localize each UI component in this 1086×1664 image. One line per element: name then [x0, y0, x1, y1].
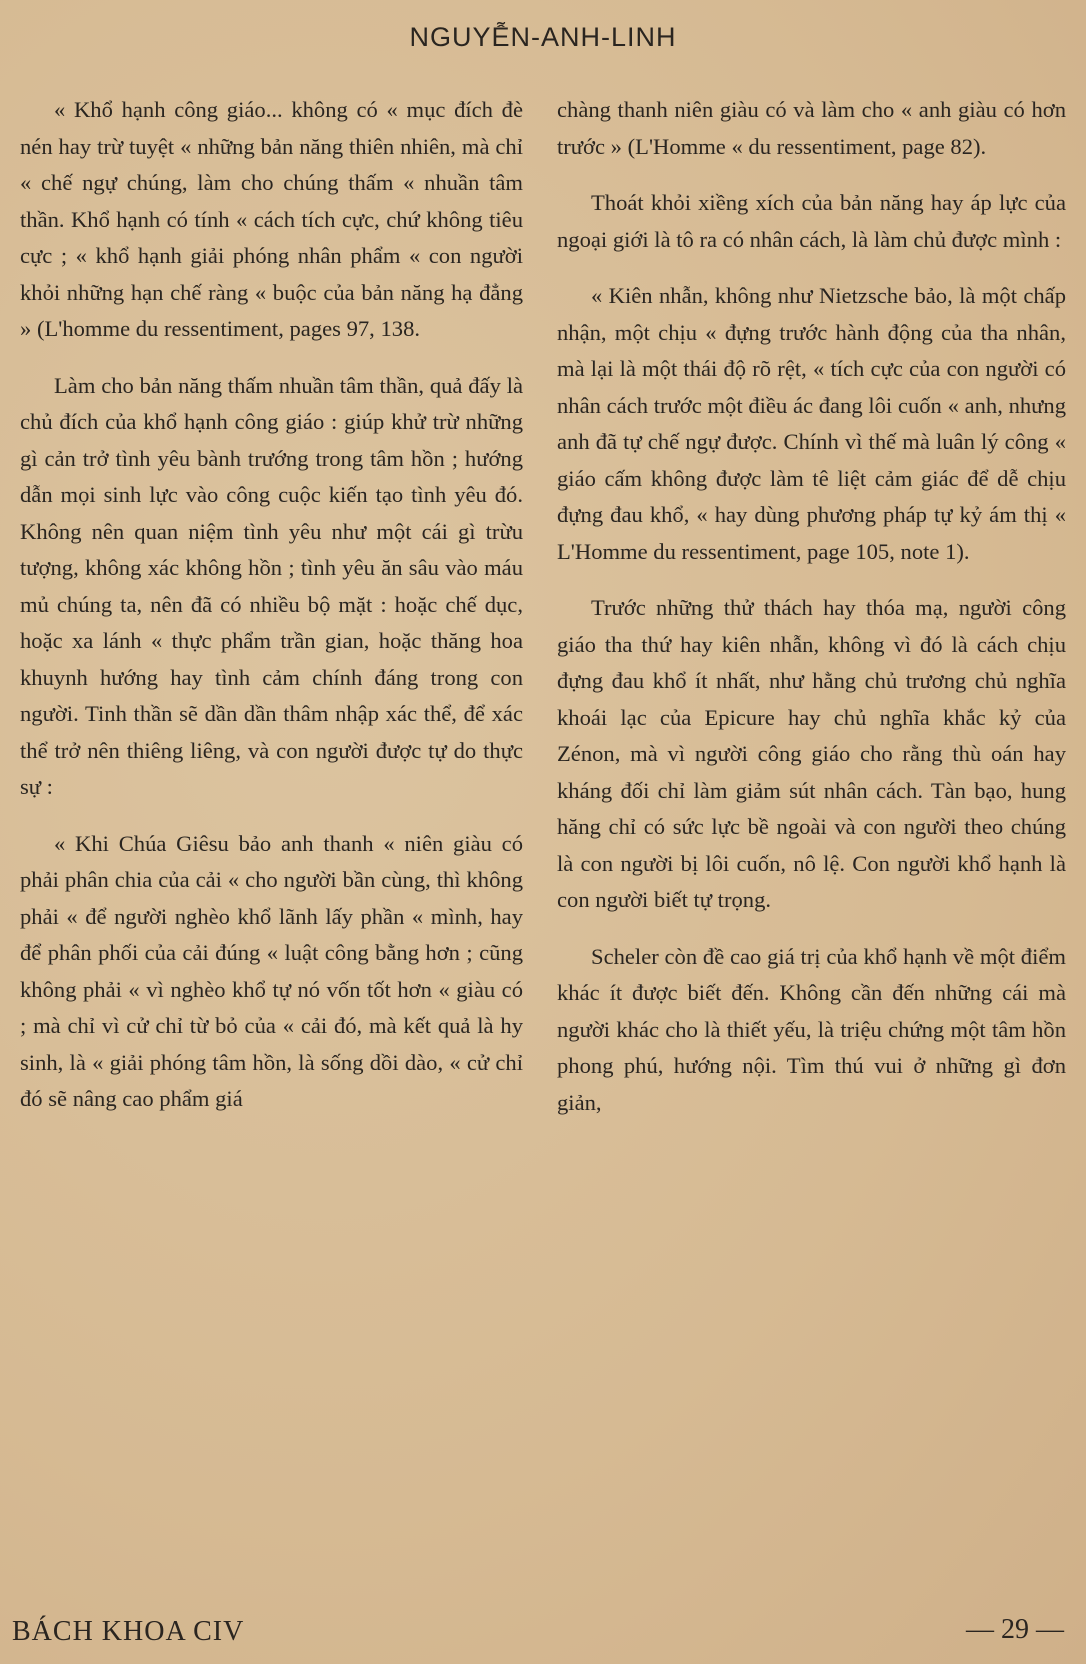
- paragraph-body-2: Thoát khỏi xiềng xích của bản năng hay áp lực của ngoại giới là tô ra có nhân cách, là làm chủ được mình :: [557, 190, 1066, 252]
- paragraph-quote-3: « Kiên nhẫn, không như Nietzsche bảo, là một chấp nhận, một chịu « đựng trước hành động của tha nhân, mà lại là một thái độ rõ rệt, « tích cực của con người có nhân cách trước một điều ác đang lôi cuốn « anh, nhưng anh đã tự chế ngự được. Chính vì thế mà luân lý công « giáo cấm không được làm tê liệt cảm giác để dễ chịu đựng đau khổ, « hay dùng phương pháp tự kỷ ám thị « L'Homme du ressentiment, page 105, note 1).: [557, 283, 1066, 564]
- running-title: NGUYỄN-ANH-LINH: [409, 22, 677, 52]
- right-column: [557, 92, 1066, 1141]
- paragraph-body-3: Trước những thử thách hay thóa mạ, người công giáo tha thứ hay kiên nhẫn, không vì đó là cách chịu đựng đau khổ ít nhất, như hằng chủ trương chủ nghĩa khoái lạc của Epicure hay chủ nghĩa khắc kỷ của Zénon, mà vì người công giáo cho rằng thù oán hay kháng đối chỉ làm giảm sút nhân cách. Tàn bạo, hung hăng chỉ có sức lực bề ngoài và con người theo chúng là con người bị lôi cuốn, nô lệ. Con người khổ hạnh là con người biết tự trọng.: [557, 595, 1066, 912]
- paragraph-quote-2: « Khi Chúa Giêsu bảo anh thanh « niên giàu có phải phân chia của cải « cho người bần cùng, thì không phải « để người nghèo khổ lãnh lấy phần « mình, hay để phân phối của cải đúng « luật công bằng hơn ; cũng không phải « vì nghèo khổ tự nó vốn tốt hơn « giàu có ; mà chỉ vì cử chỉ từ bỏ của « cải đó, mà kết quả là hy sinh, là « giải phóng tâm hồn, là sống dồi dào, « cử chỉ đó sẽ nâng cao phẩm giá: [20, 830, 523, 1111]
- page-number: — 29 —: [966, 1614, 1064, 1645]
- paragraph-body-1: Làm cho bản năng thấm nhuần tâm thần, quả đấy là chủ đích của khổ hạnh công giáo : giúp khử trừ những gì cản trở tình yêu bành trướng trong tâm hồn ; hướng dẫn mọi sinh lực vào công cuộc kiến tạo tình yêu đó. Không nên quan niệm tình yêu như một cái gì trừu tượng, không xác không hồn ; tình yêu ăn sâu vào máu mủ chúng ta, nên đã có nhiều bộ mặt : hoặc chế dục, hoặc xa lánh « thực phẩm trần gian, hoặc thăng hoa khuynh hướng hay tình cảm chính đáng trong con người. Tinh thần sẽ dần dần thâm nhập xác thể, để xác thể trở nên thiêng liêng, và con người được tự do thực sự :: [20, 372, 523, 799]
- paragraph-body-4: Scheler còn đề cao giá trị của khổ hạnh về một điểm khác ít được biết đến. Không cần đến những cái mà người khác cho là thiết yếu, là triệu chứng một tâm hồn phong phú, hướng nội. Tìm thú vui ở những gì đơn giản,: [557, 943, 1066, 1115]
- publication-name: BÁCH KHOA CIV: [12, 1616, 245, 1647]
- left-column: [20, 92, 523, 1138]
- paragraph-quote-1: « Khổ hạnh công giáo... không có « mục đích đè nén hay trừ tuyệt « những bản năng thiên nhiên, mà chỉ « chế ngự chúng, làm cho chúng thấm « nhuần tâm thần. Khổ hạnh có tính « cách tích cực, chứ không tiêu cực ; « khổ hạnh giải phóng nhân phẩm « con người khỏi những hạn chế ràng « buộc của bản năng hạ đẳng » (L'homme du ressentiment, pages 97, 138.: [20, 97, 523, 341]
- paragraph-continuation: chàng thanh niên giàu có và làm cho « anh giàu có hơn trước » (L'Homme « du ressentiment, page 82).: [557, 97, 1066, 159]
